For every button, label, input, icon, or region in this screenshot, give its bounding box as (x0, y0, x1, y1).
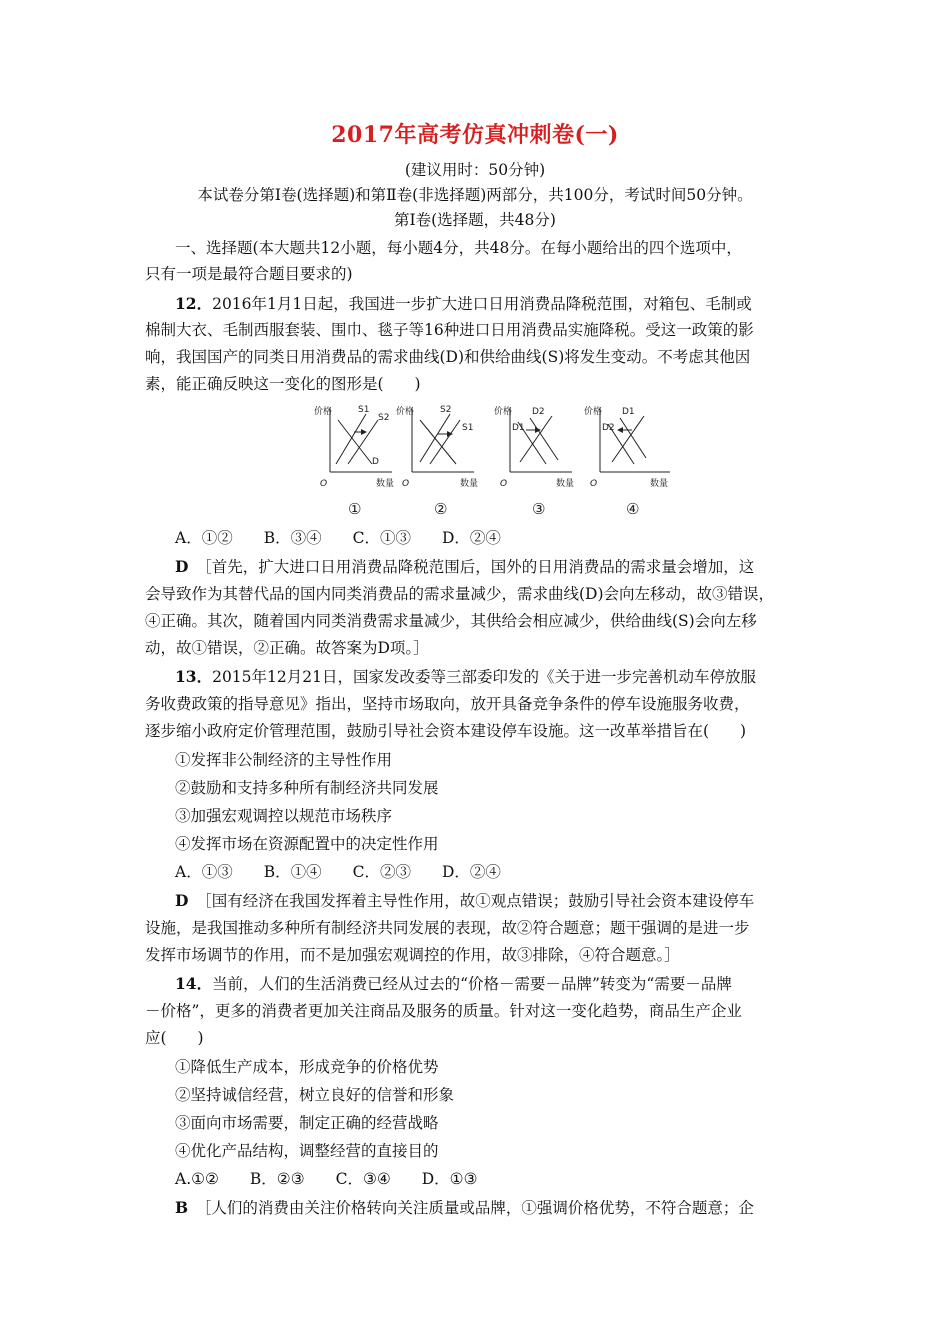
q14-options: A.①② B．②③ C．③④ D．①③ (175, 1170, 478, 1188)
q14-choice-4: ④优化产品结构，调整经营的直接目的 (175, 1142, 439, 1160)
g4-d2-label: D2 (602, 423, 615, 433)
q13-stem-line3: 逐步缩小政府定价管理范围，鼓励引导社会资本建设停车设施。这一改革举措旨在( ) (145, 722, 747, 740)
q12-exp-line2: 会导致作为其替代品的国内同类消费品的需求量减少，需求曲线(D)会向左移动，故③错误， (145, 585, 775, 603)
g4-origin: O (590, 479, 598, 489)
g1-d-label: D (372, 457, 379, 467)
suggested-time: (建议用时：50分钟) (404, 161, 546, 179)
g1-s2-label: S2 (378, 413, 390, 423)
g1-origin: O (320, 479, 328, 489)
q12-exp-line1: ［首先，扩大进口日用消费品降税范围后，国外的日用消费品的需求量会增加，这 (196, 558, 755, 576)
q12-exp-line4: 动，故①错误，②正确。故答案为D项。］ (145, 639, 429, 657)
g1-number: ① (348, 500, 362, 518)
q12-stem-line4: 素，能正确反映这一变化的图形是( ) (145, 375, 421, 393)
exam-intro: 本试卷分第Ⅰ卷(选择题)和第Ⅱ卷(非选择题)两部分，共100分，考试时间50分钟。 (197, 186, 753, 204)
q14-number: 14． (175, 974, 213, 993)
g2-x-label: 数量 (460, 479, 479, 489)
q12-answer: D (175, 557, 189, 576)
g2-origin: O (402, 479, 410, 489)
q12-options: A．①② B．③④ C．①③ D．②④ (175, 529, 501, 547)
q12-stem (175, 292, 815, 314)
q13-choice-2: ②鼓励和支持多种所有制经济共同发展 (175, 779, 439, 797)
g1-y-label: 价格 (314, 407, 333, 417)
q12-explanation (175, 555, 815, 577)
g3-d1-label: D1 (512, 423, 525, 433)
q13-options: A．①③ B．①④ C．②③ D．②④ (175, 863, 501, 881)
q14-stem-line1: 当前，人们的生活消费已经从过去的“价格－需要－品牌”转变为“需要－品牌 (212, 975, 732, 993)
g4-d1-label: D1 (622, 407, 635, 417)
q13-stem-line2: 务收费政策的指导意见》指出，坚持市场取向，放开具备竞争条件的停车设施服务收费， (145, 695, 750, 713)
graph-2 (396, 405, 478, 518)
q14-stem-line3: 应( ) (145, 1029, 204, 1047)
g3-origin: O (500, 479, 508, 489)
g3-d2-label: D2 (532, 407, 545, 417)
graph-1 (314, 405, 394, 518)
q13-number: 13． (175, 667, 213, 686)
section-instructions: 一、选择题(本大题共12小题，每小题4分，共48分。在每小题给出的四个选项中， (175, 239, 742, 257)
section-instructions-cont: 只有一项是最符合题目要求的) (145, 265, 353, 283)
exam-title: 2017年高考仿真冲刺卷(一) (331, 122, 619, 148)
g2-s2-label: S2 (440, 405, 452, 415)
q13-explanation (175, 889, 815, 911)
g2-s1-label: S1 (462, 423, 474, 433)
q14-exp-line1: ［人们的消费由关注价格转向关注质量或品牌，①强调价格优势，不符合题意；企 (195, 1199, 754, 1217)
q13-choice-3: ③加强宏观调控以规范市场秩序 (175, 807, 393, 825)
q13-choice-4: ④发挥市场在资源配置中的决定性作用 (175, 835, 439, 853)
q12-number: 12． (175, 294, 213, 313)
q14-choice-3: ③面向市场需要，制定正确的经营战略 (175, 1114, 439, 1132)
graph-4 (584, 405, 670, 518)
q14-answer: B (175, 1198, 189, 1217)
g1-s1-label: S1 (358, 405, 370, 415)
g4-x-label: 数量 (650, 479, 669, 489)
q13-stem (175, 665, 815, 687)
q12-stem-line2: 棉制大衣、毛制西服套装、围巾、毯子等16种进口日用消费品实施降税。受这一政策的影 (145, 321, 754, 339)
graphs-svg (300, 400, 690, 530)
q12-stem-line1: 2016年1月1日起，我国进一步扩大进口日用消费品降税范围，对箱包、毛制或 (212, 295, 752, 313)
q14-stem-line2: －价格”，更多的消费者更加关注商品及服务的质量。针对这一变化趋势，商品生产企业 (145, 1002, 742, 1020)
q12-exp-line3: ④正确。其次，随着国内同类消费需求量减少，其供给会相应减少，供给曲线(S)会向左移 (145, 612, 757, 630)
q13-answer: D (175, 891, 189, 910)
q13-choice-1: ①发挥非公制经济的主导性作用 (175, 751, 393, 769)
q13-exp-line3: 发挥市场调节的作用，而不是加强宏观调控的作用，故③排除，④符合题意。］ (145, 946, 680, 964)
q13-exp-line2: 设施，是我国推动多种所有制经济共同发展的表现，故②符合题意；题干强调的是进一步 (145, 919, 750, 937)
q14-explanation (175, 1196, 815, 1218)
supply-demand-figures (300, 400, 690, 530)
g3-number: ③ (532, 500, 546, 518)
q12-stem-line3: 响，我国国产的同类日用消费品的需求曲线(D)和供给曲线(S)将发生变动。不考虑其他因 (145, 348, 751, 366)
q14-choice-2: ②坚持诚信经营，树立良好的信誉和形象 (175, 1086, 455, 1104)
g2-y-label: 价格 (396, 407, 415, 417)
q13-exp-line1: ［国有经济在我国发挥着主导性作用，故①观点错误；鼓励引导社会资本建设停车 (196, 892, 755, 910)
g3-y-label: 价格 (494, 407, 513, 417)
graph-3 (494, 405, 574, 518)
g1-x-label: 数量 (376, 479, 395, 489)
g2-number: ② (434, 500, 448, 518)
g4-y-label: 价格 (584, 407, 603, 417)
q14-choice-1: ①降低生产成本，形成竞争的价格优势 (175, 1058, 439, 1076)
g3-x-label: 数量 (556, 479, 575, 489)
q14-stem (175, 972, 815, 994)
g4-number: ④ (626, 500, 640, 518)
q13-stem-line1: 2015年12月21日，国家发改委等三部委印发的《关于进一步完善机动车停放服 (212, 668, 756, 686)
part-one-heading: 第Ⅰ卷(选择题，共48分) (394, 211, 556, 229)
